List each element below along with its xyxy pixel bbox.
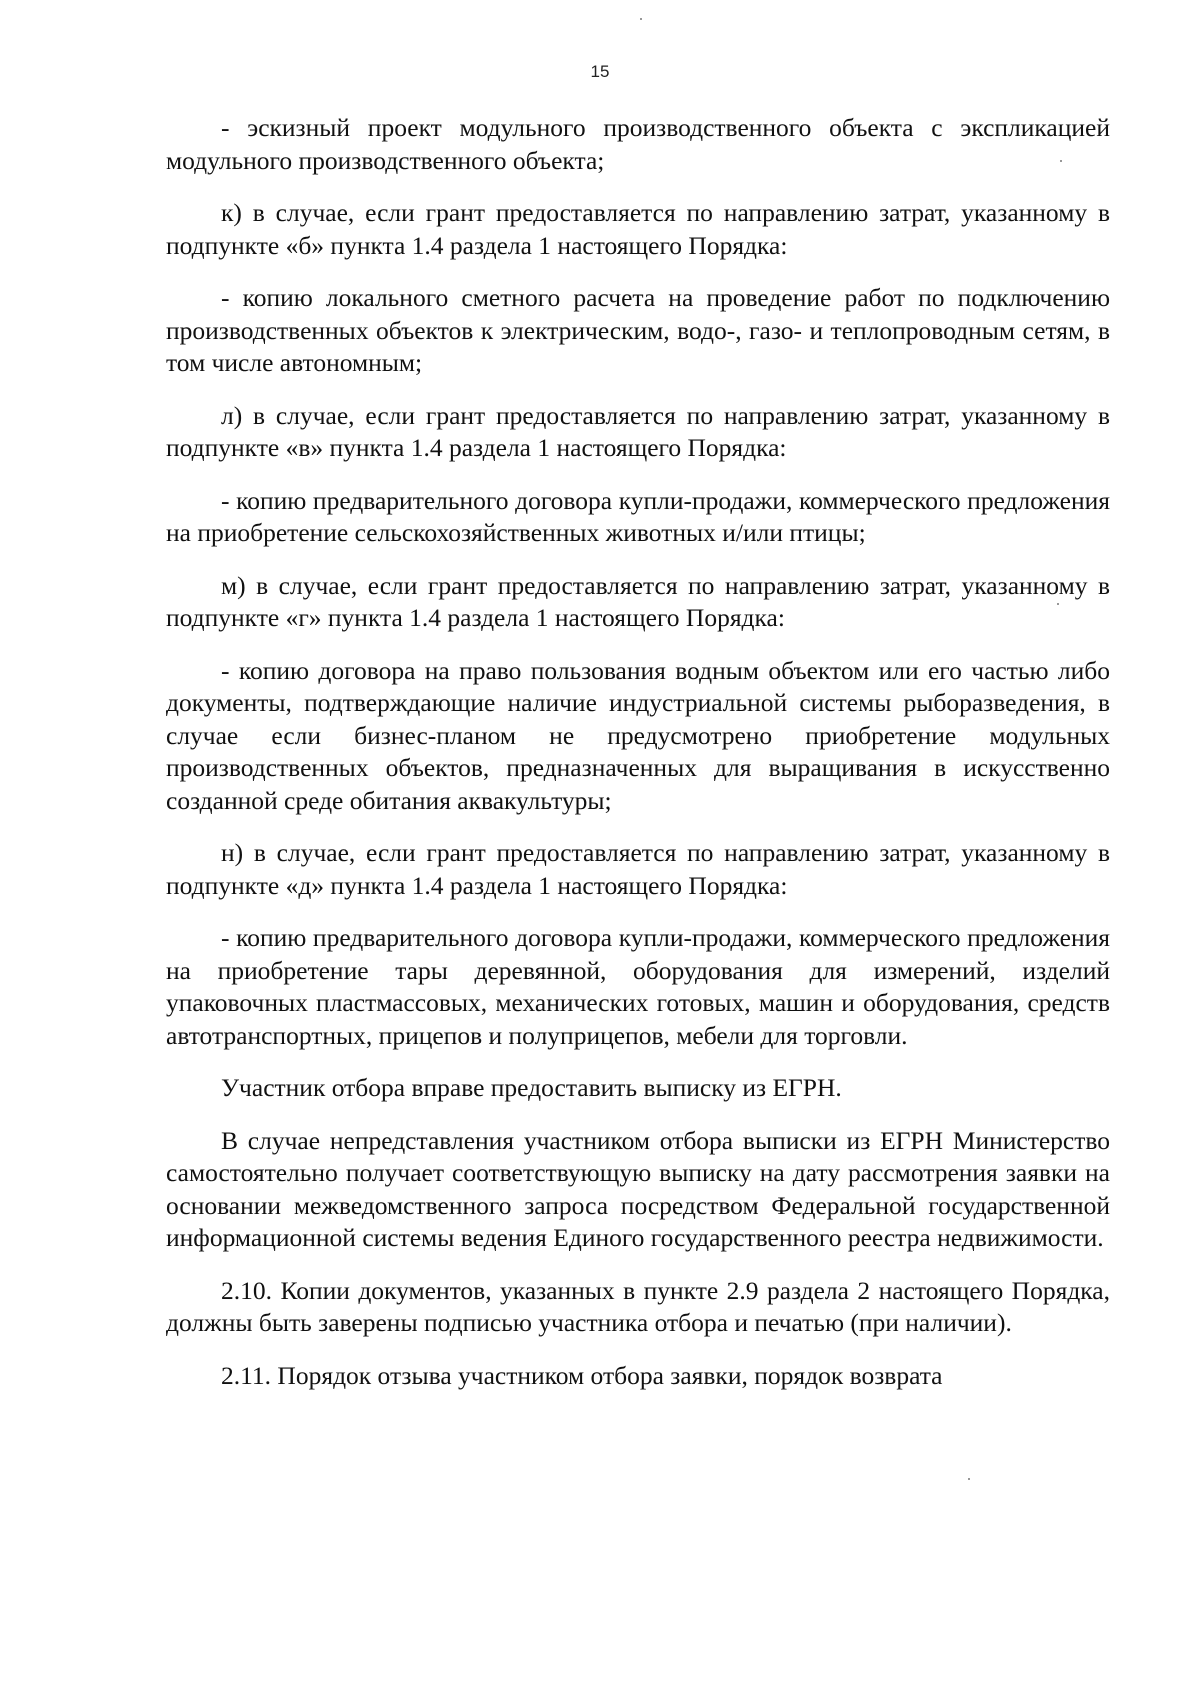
paragraph-egrn-right: Участник отбора вправе предоставить выписку из ЕГРН. [221,1073,842,1102]
paragraph-item-l: л) в случае, если грант предоставляется по направлению затрат, указанному в подпункте «в» пункта 1.4 раздела 1 настоящего Порядка: [166,400,1110,462]
scan-speck [640,18,642,20]
paragraph-water-use-contract: - копию договора на право пользования водным объектом или его частью либо документы, подтверждающие наличие индустриальной системы рыборазведения, в случае если бизнес-планом не предусмотрено приобретение модульных производственных объектов, предназначенных для выращивания в искусственно созданной среде обитания аквакультуры; [166,655,1110,815]
paragraph-animals-contract: - копию предварительного договора купли-продажи, коммерческого предложения на приобретение сельскохозяйственных животных и/или птицы; [166,485,1110,547]
scan-speck [968,1478,970,1480]
paragraph-egrn-request: В случае непредставления участником отбора выписки из ЕГРН Министерство самостоятельно получает соответствующую выписку на дату рассмотрения заявки на основании межведомственного запроса посредством Федеральной государственной информационной системы ведения Единого государственного реестра недвижимости. [166,1125,1110,1252]
paragraph-equipment-contract: - копию предварительного договора купли-продажи, коммерческого предложения на приобретение тары деревянной, оборудования для измерений, изделий упаковочных пластмассовых, механических готовых, машин и оборудования, средств автотранспортных, прицепов и полуприцепов, мебели для торговли. [166,923,1110,1050]
paragraph-sketch-project: - эскизный проект модульного производственного объекта с экспликацией модульного производственного объекта; [166,113,1110,175]
scan-speck [1057,603,1059,605]
document-body [166,112,1110,1412]
paragraph-item-m: м) в случае, если грант предоставляется по направлению затрат, указанному в подпункте «г» пункта 1.4 раздела 1 настоящего Порядка: [166,570,1110,632]
paragraph-estimate-copy: - копию локального сметного расчета на проведение работ по подключению производственных объектов к электрическим, водо-, газо- и теплопроводным сетям, в том числе автономным; [166,283,1110,377]
paragraph-item-k: к) в случае, если грант предоставляется по направлению затрат, указанному в подпункте «б» пункта 1.4 раздела 1 настоящего Порядка: [166,198,1110,260]
paragraph-item-n: н) в случае, если грант предоставляется по направлению затрат, указанному в подпункте «д» пункта 1.4 раздела 1 настоящего Порядка: [166,838,1110,900]
paragraph-2-11: 2.11. Порядок отзыва участником отбора заявки, порядок возврата [221,1360,943,1390]
paragraph-2-10: 2.10. Копии документов, указанных в пункте 2.9 раздела 2 настоящего Порядка, должны быть заверены подписью участника отбора и печатью (при наличии). [166,1275,1110,1337]
scan-speck [1060,160,1062,162]
page-number: 15 [590,62,610,81]
